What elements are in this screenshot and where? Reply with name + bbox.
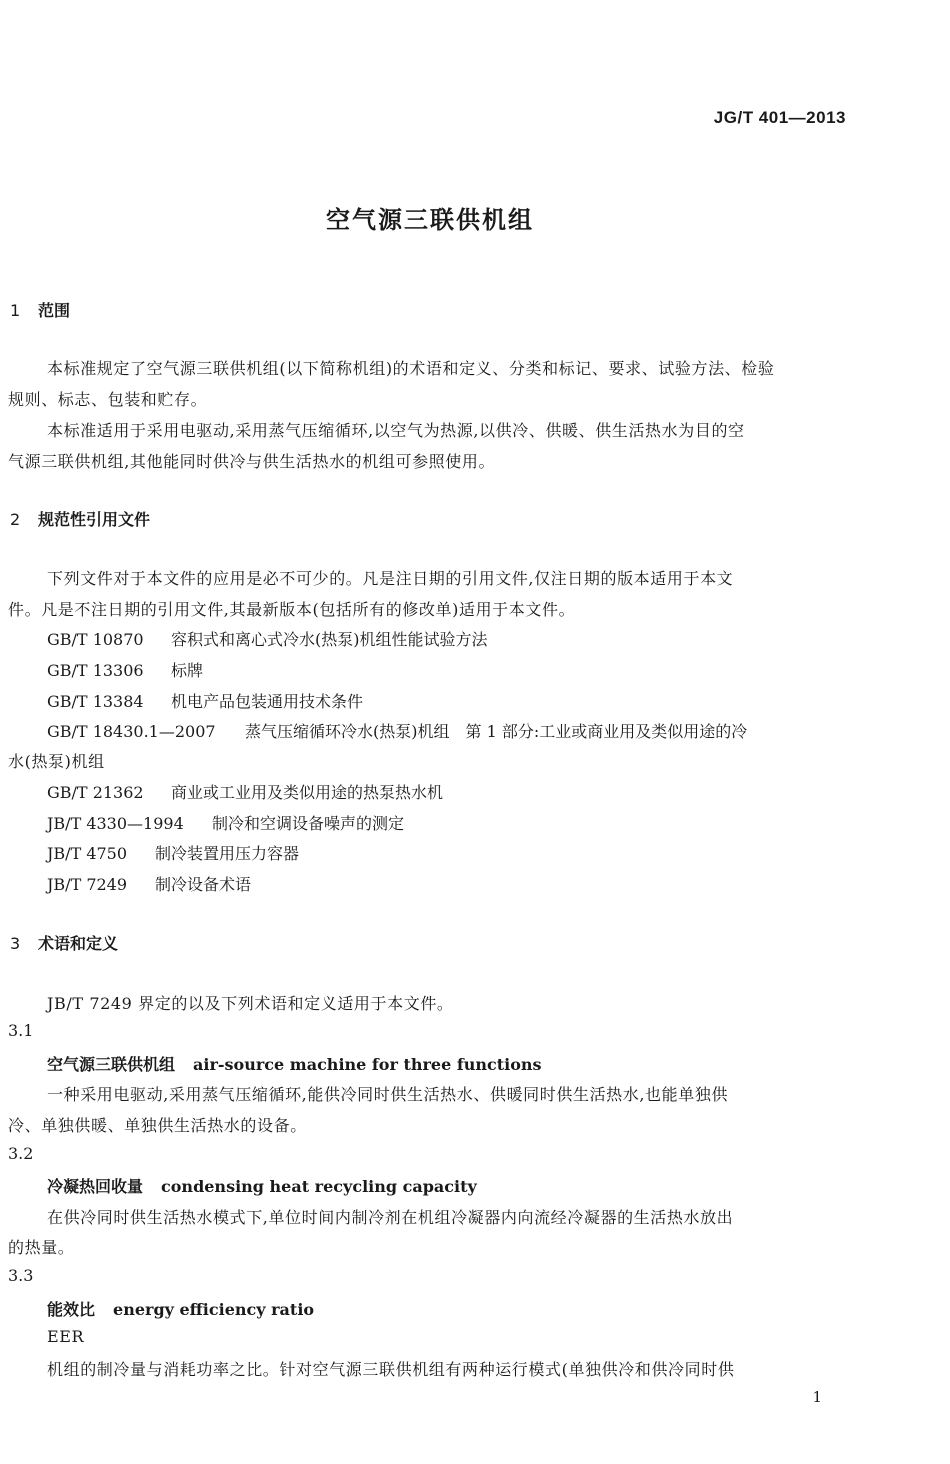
reference-item xyxy=(47,689,363,712)
definition-line: 在供冷同时供生活热水模式下,单位时间内制冷剂在机组冷凝器内向流经冷凝器的生活热水放出 xyxy=(47,1208,734,1227)
paragraph-line: JB/T 7249 界定的以及下列术语和定义适用于本文件。 xyxy=(47,994,454,1013)
reference-code: GB/T 18430.1—2007 xyxy=(47,722,216,741)
reference-code: GB/T 13384 xyxy=(47,692,144,711)
reference-code: GB/T 21362 xyxy=(47,783,144,802)
reference-item xyxy=(47,841,299,864)
reference-title: 制冷装置用压力容器 xyxy=(155,844,300,863)
reference-title: 容积式和离心式冷水(热泵)机组性能试验方法 xyxy=(171,630,488,649)
clause-number: 3.1 xyxy=(8,1021,34,1040)
section-1-heading xyxy=(10,298,70,321)
section-3-heading xyxy=(10,931,118,954)
section-title: 规范性引用文件 xyxy=(38,510,151,529)
definition-line: 冷、单独供暖、单独供生活热水的设备。 xyxy=(8,1116,307,1135)
term-heading xyxy=(47,1297,314,1320)
section-title: 范围 xyxy=(38,301,71,320)
reference-item xyxy=(47,872,251,895)
section-2-heading xyxy=(10,507,150,530)
reference-item xyxy=(47,627,488,650)
reference-item xyxy=(47,719,747,742)
section-number: 1 xyxy=(10,301,21,320)
definition-line: 的热量。 xyxy=(8,1238,75,1257)
paragraph-line: 件。凡是不注日期的引用文件,其最新版本(包括所有的修改单)适用于本文件。 xyxy=(8,600,576,619)
paragraph-line: 规则、标志、包装和贮存。 xyxy=(8,390,208,409)
definition-line: 一种采用电驱动,采用蒸气压缩循环,能供冷同时供生活热水、供暖同时供生活热水,也能单独供 xyxy=(47,1085,729,1104)
term-chinese: 能效比 xyxy=(47,1300,96,1319)
paragraph-line: 气源三联供机组,其他能同时供冷与供生活热水的机组可参照使用。 xyxy=(8,452,496,471)
paragraph-line: 下列文件对于本文件的应用是必不可少的。凡是注日期的引用文件,仅注日期的版本适用于本文 xyxy=(47,569,734,588)
reference-item xyxy=(47,780,443,803)
reference-title: 蒸气压缩循环冷水(热泵)机组 第 1 部分:工业或商业用及类似用途的冷 xyxy=(245,722,748,741)
clause-number: 3.2 xyxy=(8,1144,34,1163)
term-english: air-source machine for three functions xyxy=(193,1055,542,1074)
reference-title: 标牌 xyxy=(171,661,204,680)
page-title: 空气源三联供机组 xyxy=(326,206,534,234)
section-number: 3 xyxy=(10,934,21,953)
paragraph-line: 本标准规定了空气源三联供机组(以下简称机组)的术语和定义、分类和标记、要求、试验方法、检验 xyxy=(47,359,775,378)
section-title: 术语和定义 xyxy=(38,934,119,953)
term-abbreviation: EER xyxy=(47,1327,85,1346)
term-chinese: 冷凝热回收量 xyxy=(47,1177,144,1196)
reference-item xyxy=(47,811,404,834)
reference-code: JB/T 4750 xyxy=(47,844,128,863)
standard-number: JG/T 401—2013 xyxy=(713,108,846,127)
reference-item xyxy=(47,658,203,681)
page-number: 1 xyxy=(812,1388,822,1406)
paragraph-line: 本标准适用于采用电驱动,采用蒸气压缩循环,以空气为热源,以供冷、供暖、供生活热水为目的空 xyxy=(47,421,745,440)
reference-code: GB/T 13306 xyxy=(47,661,144,680)
section-number: 2 xyxy=(10,510,21,529)
reference-title: 机电产品包装通用技术条件 xyxy=(171,692,364,711)
term-heading xyxy=(47,1174,477,1197)
reference-title: 商业或工业用及类似用途的热泵热水机 xyxy=(171,783,444,802)
term-chinese: 空气源三联供机组 xyxy=(47,1055,176,1074)
reference-continuation: 水(热泵)机组 xyxy=(8,752,105,771)
term-english: energy efficiency ratio xyxy=(113,1300,315,1319)
definition-line: 机组的制冷量与消耗功率之比。针对空气源三联供机组有两种运行模式(单独供冷和供冷同时供 xyxy=(47,1360,735,1379)
term-english: condensing heat recycling capacity xyxy=(161,1177,477,1196)
reference-code: JB/T 4330—1994 xyxy=(47,814,184,833)
clause-number: 3.3 xyxy=(8,1266,34,1285)
reference-title: 制冷和空调设备噪声的测定 xyxy=(212,814,405,833)
term-heading xyxy=(47,1052,542,1075)
reference-title: 制冷设备术语 xyxy=(155,875,252,894)
reference-code: JB/T 7249 xyxy=(47,875,128,894)
reference-code: GB/T 10870 xyxy=(47,630,144,649)
